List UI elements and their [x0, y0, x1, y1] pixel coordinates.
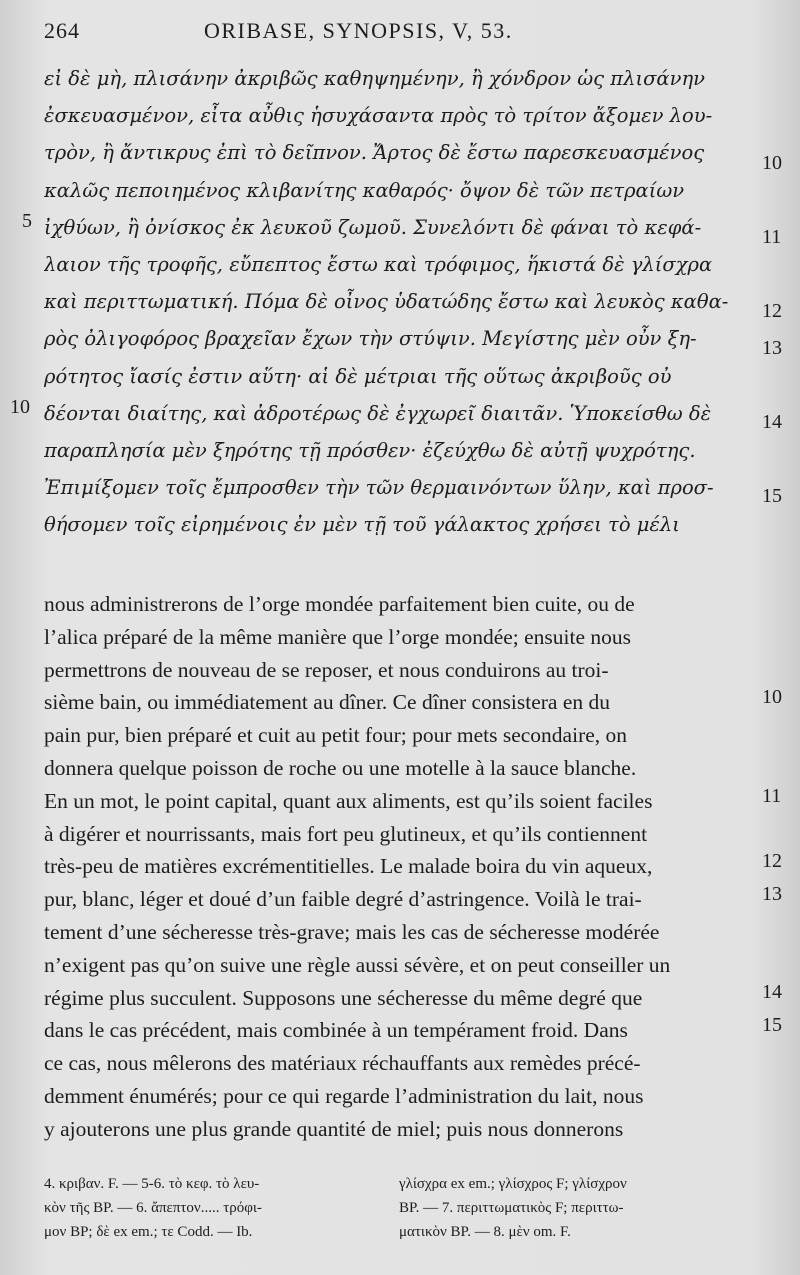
- greek-line: καὶ περιττωματική. Πόμα δὲ οἶνος ὑδατώδης ἔστω καὶ λευκὸς καθα-: [44, 290, 729, 314]
- page-number: 264: [44, 18, 80, 43]
- french-line: l’alica préparé de la même manière que l’orge mondée; ensuite nous: [44, 624, 632, 649]
- greek-line: ἐσκευασμένον, εἶτα αὖθις ἡσυχάσαντα πρὸς τὸ τρίτον ἄξομεν λου-: [44, 104, 713, 128]
- greek-line: καλῶς πεποιημένος κλιβανίτης καθαρός· ὄψον δὲ τῶν πετραίων: [44, 178, 685, 202]
- french-line: pur, blanc, léger et doué d’un faible degré d’astringence. Voilà le trai-: [44, 887, 642, 912]
- french-line: pain pur, bien préparé et cuit au petit four; pour mets secondaire, on: [44, 723, 628, 748]
- margin-line-number: 5: [22, 210, 32, 232]
- footnotes-column-left: [44, 1172, 389, 1244]
- margin-line-number: 11: [762, 785, 782, 807]
- footnotes-column-right: [399, 1172, 744, 1244]
- margin-line-number: 10: [10, 396, 30, 418]
- french-line: ce cas, nous mêlerons des matériaux réchauffants aux remèdes précé-: [44, 1051, 641, 1076]
- greek-line: παραπλησία μὲν ξηρότης τῇ πρόσθεν· ἐζεύχθω δὲ αὐτῇ ψυχρότης.: [44, 438, 696, 462]
- french-line: nous administrerons de l’orge mondée parfaitement bien cuite, ou de: [44, 592, 635, 616]
- french-line: à digérer et nourrissants, mais fort peu glutineux, et qu’ils contiennent: [44, 821, 648, 846]
- footnote-line: ματικὸν BP. — 8. μὲν om. F.: [399, 1224, 571, 1240]
- french-line: demment énumérés; pour ce qui regarde l’administration du lait, nous: [44, 1083, 644, 1108]
- margin-line-number: 13: [762, 337, 782, 359]
- greek-text-block: [44, 60, 756, 543]
- margin-line-number: 11: [762, 226, 782, 248]
- greek-line: δέονται διαίτης, καὶ ἀδροτέρως δὲ ἐγχωρεῖ διαιτᾶν. Ὑποκείσθω δὲ: [44, 401, 712, 425]
- footnote-line: γλίσχρα ex em.; γλίσχρος F; γλίσχρον: [399, 1176, 627, 1192]
- margin-line-number: 15: [762, 485, 782, 507]
- page-header: [44, 14, 764, 48]
- greek-line: τρὸν, ἢ ἄντικρυς ἐπὶ τὸ δεῖπνον. Ἄρτος δὲ ἔστω παρεσκευασμένος: [44, 141, 705, 165]
- margin-line-number: 10: [762, 686, 782, 708]
- greek-line: ρὸς ὀλιγοφόρος βραχεῖαν ἔχων τὴν στύψιν. Μεγίστης μὲν οὖν ξη-: [44, 327, 697, 351]
- french-line: permettrons de nouveau de se reposer, et nous conduirons au troi-: [44, 657, 609, 682]
- french-line: sième bain, ou immédiatement au dîner. Ce dîner consistera en du: [44, 690, 611, 715]
- running-title: ORIBASE, SYNOPSIS, V, 53.: [204, 18, 513, 43]
- french-line: tement d’une sécheresse très-grave; mais les cas de sécheresse modérée: [44, 919, 660, 944]
- margin-line-number: 10: [762, 152, 782, 174]
- greek-line: λαιον τῆς τροφῆς, εὔπεπτος ἔστω καὶ τρόφιμος, ἥκιστά δὲ γλίσχρα: [44, 252, 713, 276]
- french-text-block: [44, 588, 756, 1146]
- french-line: En un mot, le point capital, quant aux aliments, est qu’ils soient faciles: [44, 788, 653, 813]
- greek-line: θήσομεν τοῖς εἰρημένοις ἐν μὲν τῇ τοῦ γάλακτος χρήσει τὸ μέλι: [44, 513, 680, 537]
- french-line: dans le cas précédent, mais combinée à un tempérament froid. Dans: [44, 1018, 628, 1043]
- french-line: très-peu de matières excrémentitielles. Le malade boira du vin aqueux,: [44, 854, 653, 879]
- footnote-line: 4. κριβαν. F. — 5-6. τὸ κεφ. τὸ λευ-: [44, 1176, 260, 1192]
- french-line: n’exigent pas qu’on suive une règle aussi sévère, et on peut conseiller un: [44, 952, 671, 977]
- footnote-line: BP. — 7. περιττωματικὸς F; περιττω-: [399, 1200, 624, 1216]
- greek-line: ἰχθύων, ἢ ὀνίσκος ἐκ λευκοῦ ζωμοῦ. Συνελόντι δὲ φάναι τὸ κεφά-: [44, 215, 702, 239]
- margin-line-number: 15: [762, 1014, 782, 1036]
- margin-line-number: 12: [762, 850, 782, 872]
- margin-line-number: 13: [762, 883, 782, 905]
- greek-line: ρότητος ἴασίς ἐστιν αὕτη· αἱ δὲ μέτριαι τῆς οὕτως ἀκριβοῦς οὐ: [44, 364, 672, 388]
- french-line: y ajouterons une plus grande quantité de miel; puis nous donnerons: [44, 1116, 624, 1141]
- french-line: régime plus succulent. Supposons une sécheresse du même degré que: [44, 985, 643, 1010]
- greek-line: Ἐπιμίξομεν τοῖς ἔμπροσθεν τὴν τῶν θερμαινόντων ὕλην, καὶ προσ-: [44, 476, 714, 500]
- french-line: donnera quelque poisson de roche ou une motelle à la sauce blanche.: [44, 755, 637, 780]
- margin-line-number: 12: [762, 300, 782, 322]
- footnote-line: μον BP; δὲ ex em.; τε Codd. — Ib.: [44, 1224, 253, 1240]
- margin-line-number: 14: [762, 411, 782, 433]
- greek-line: εἰ δὲ μὴ, πλισάνην ἀκριβῶς καθηψημένην, ἢ χόνδρον ὡς πλισάνην: [44, 67, 705, 90]
- margin-line-number: 14: [762, 981, 782, 1003]
- footnote-line: κὸν τῆς BP. — 6. ἄπεπτον..... τρόφι-: [44, 1200, 262, 1216]
